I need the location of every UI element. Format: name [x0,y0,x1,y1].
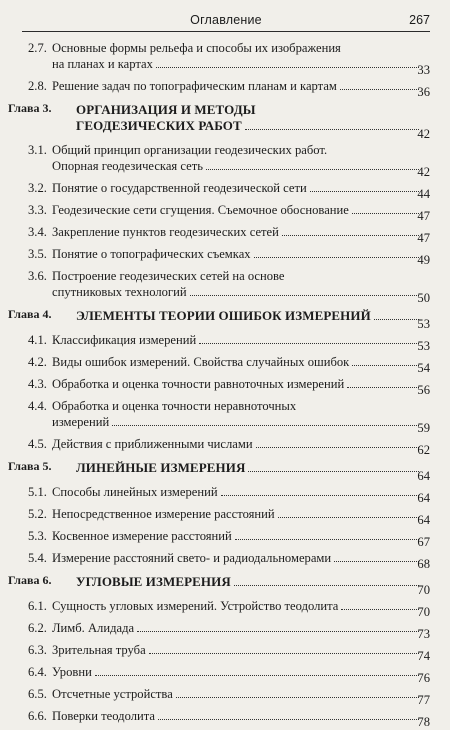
page-number: 47 [417,231,430,245]
toc-chapter-row[interactable] [0,100,450,142]
dot-leader [149,653,419,654]
page-number: 42 [417,165,430,179]
title-line [76,460,422,476]
toc-section-row[interactable] [0,180,450,202]
title-line [52,246,422,262]
toc-section-row[interactable] [0,376,450,398]
section-title [52,708,422,724]
title-line [52,332,422,348]
page-number: 54 [417,361,430,375]
section-title [52,686,422,702]
section-title [52,550,422,566]
dot-leader [234,585,419,586]
title-text: Понятие о государственной геодезической сети [52,181,307,195]
title-line [52,284,422,300]
dot-leader [190,295,419,296]
title-text: Геодезические сети сгущения. Съемочное обоснование [52,203,349,217]
page-number: 70 [417,605,430,619]
section-number: 4.4. [28,399,47,413]
section-title [52,354,422,370]
title-line [52,436,422,452]
title-line [52,56,422,72]
section-number: 4.2. [28,355,47,369]
section-title [52,642,422,658]
title-text: Сущность угловых измерений. Устройство теодолита [52,599,339,613]
page-number: 68 [417,557,430,571]
section-number: 3.6. [28,269,47,283]
title-text: на планах и картах [52,57,153,71]
toc-section-row[interactable] [0,506,450,528]
section-number: 3.4. [28,225,47,239]
dot-leader [374,319,419,320]
title-text: Понятие о топографических съемках [52,247,251,261]
toc-section-row[interactable] [0,528,450,550]
chapter-title [76,460,422,476]
section-number: 3.2. [28,181,47,195]
title-line [52,528,422,544]
toc-section-row[interactable] [0,436,450,458]
chapter-title [76,308,422,324]
title-line [52,686,422,702]
title-line [52,414,422,430]
dot-leader [334,561,419,562]
page-number: 73 [417,627,430,641]
dot-leader [235,539,419,540]
section-title [52,202,422,218]
title-line [52,78,422,94]
page-number: 77 [417,693,430,707]
dot-leader [340,89,419,90]
section-number: 5.4. [28,551,47,565]
page-number: 62 [417,443,430,457]
section-title [52,268,422,300]
dot-leader [278,517,419,518]
toc-section-row[interactable] [0,202,450,224]
section-title [52,528,422,544]
toc-section-row[interactable] [0,686,450,708]
title-line [52,620,422,636]
section-title [52,224,422,240]
page-number: 64 [417,469,430,483]
page-number: 50 [417,291,430,305]
title-text: спутниковых технологий [52,285,187,299]
dot-leader [248,471,419,472]
dot-leader [221,495,419,496]
toc-section-row[interactable] [0,620,450,642]
header-title: Оглавление [190,13,262,27]
section-number: 6.2. [28,621,47,635]
title-line [76,308,422,324]
title-line [76,574,422,590]
title-text: Закрепление пунктов геодезических сетей [52,225,279,239]
title-line [52,202,422,218]
dot-leader [352,213,419,214]
title-text: Непосредственное измерение расстояний [52,507,275,521]
section-number: 5.3. [28,529,47,543]
title-text: Построение геодезических сетей на основе [52,269,285,283]
toc-section-row[interactable] [0,598,450,620]
section-number: 4.5. [28,437,47,451]
toc-section-row[interactable] [0,642,450,664]
toc-section-row[interactable] [0,664,450,686]
title-text: Измерение расстояний свето- и радиодальномерами [52,551,332,565]
page-number: 53 [417,339,430,353]
title-line [52,664,422,680]
dot-leader [158,719,419,720]
toc-section-row[interactable] [0,268,450,306]
toc-section-row[interactable] [0,484,450,506]
section-number: 5.1. [28,485,47,499]
section-title [52,246,422,262]
section-number: 6.4. [28,665,47,679]
toc-section-row[interactable] [0,40,450,78]
section-title [52,78,422,94]
section-title [52,332,422,348]
title-line [76,118,422,134]
section-title [52,180,422,196]
section-title [52,436,422,452]
section-number: 6.6. [28,709,47,723]
dot-leader [156,67,419,68]
chapter-number: Глава 6. [8,573,52,587]
title-line [52,506,422,522]
page-number: 78 [417,715,430,729]
dot-leader [206,169,419,170]
toc-section-row[interactable] [0,398,450,436]
dot-leader [310,191,419,192]
page-number: 53 [417,317,430,331]
title-text: ОРГАНИЗАЦИЯ И МЕТОДЫ [76,102,256,117]
title-text: ЛИНЕЙНЫЕ ИЗМЕРЕНИЯ [76,460,246,475]
section-title [52,664,422,680]
title-text: Виды ошибок измерений. Свойства случайных ошибок [52,355,350,369]
toc-section-row[interactable] [0,550,450,572]
dot-leader [176,697,419,698]
toc-section-row[interactable] [0,78,450,100]
title-line [52,180,422,196]
title-text: ЭЛЕМЕНТЫ ТЕОРИИ ОШИБОК ИЗМЕРЕНИЙ [76,308,371,323]
section-number: 6.5. [28,687,47,701]
dot-leader [282,235,419,236]
dot-leader [256,447,419,448]
title-line [52,598,422,614]
page-number: 49 [417,253,430,267]
dot-leader [341,609,419,610]
page-number: 76 [417,671,430,685]
page-number: 36 [417,85,430,99]
title-text: Косвенное измерение расстояний [52,529,232,543]
dot-leader [137,631,419,632]
title-line [52,642,422,658]
section-title [52,376,422,392]
page-number: 64 [417,513,430,527]
chapter-number: Глава 3. [8,101,52,115]
title-line [52,398,422,414]
title-line [52,142,422,158]
toc-section-row[interactable] [0,224,450,246]
title-text: Основные формы рельефа и способы их изображения [52,41,341,55]
title-text: Способы линейных измерений [52,485,218,499]
section-number: 3.1. [28,143,47,157]
toc-chapter-row[interactable] [0,458,450,484]
title-text: Опорная геодезическая сеть [52,159,203,173]
chapter-number: Глава 5. [8,459,52,473]
title-line [52,40,422,56]
title-line [76,102,422,118]
toc-section-row[interactable] [0,332,450,354]
page-number: 42 [417,127,430,141]
title-text: ГЕОДЕЗИЧЕСКИХ РАБОТ [76,118,242,133]
dot-leader [254,257,419,258]
page-number: 59 [417,421,430,435]
section-number: 2.8. [28,79,47,93]
running-header [22,11,430,32]
toc-chapter-row[interactable] [0,572,450,598]
toc-section-row[interactable] [0,354,450,376]
dot-leader [95,675,419,676]
toc-section-row[interactable] [0,246,450,268]
section-number: 3.5. [28,247,47,261]
title-text: Обработка и оценка точности неравноточных [52,399,297,413]
title-text: Поверки теодолита [52,709,155,723]
page-number: 44 [417,187,430,201]
title-line [52,354,422,370]
dot-leader [347,387,419,388]
section-title [52,620,422,636]
section-title [52,484,422,500]
section-title [52,398,422,430]
section-number: 6.3. [28,643,47,657]
page-number: 67 [417,535,430,549]
title-line [52,708,422,724]
table-of-contents [0,40,450,730]
page-number: 70 [417,583,430,597]
section-number: 6.1. [28,599,47,613]
section-number: 5.2. [28,507,47,521]
page-number: 64 [417,491,430,505]
title-text: Уровни [52,665,92,679]
page-number: 47 [417,209,430,223]
dot-leader [199,343,419,344]
title-text: УГЛОВЫЕ ИЗМЕРЕНИЯ [76,574,231,589]
chapter-title [76,574,422,590]
title-text: Действия с приближенными числами [52,437,253,451]
section-title [52,506,422,522]
header-page-number: 267 [409,13,430,27]
section-number: 2.7. [28,41,47,55]
title-text: Классификация измерений [52,333,197,347]
chapter-number: Глава 4. [8,307,52,321]
section-title [52,40,422,72]
section-title [52,142,422,174]
title-line [52,376,422,392]
title-text: Отсчетные устройства [52,687,173,701]
toc-chapter-row[interactable] [0,306,450,332]
title-text: Решение задач по топографическим планам и картам [52,79,337,93]
title-text: Зрительная труба [52,643,146,657]
page-number: 33 [417,63,430,77]
title-line [52,158,422,174]
chapter-title [76,102,422,134]
title-text: Обработка и оценка точности равноточных измерений [52,377,345,391]
section-number: 4.3. [28,377,47,391]
title-line [52,224,422,240]
page-number: 74 [417,649,430,663]
title-text: Лимб. Алидада [52,621,135,635]
title-line [52,484,422,500]
section-number: 3.3. [28,203,47,217]
dot-leader [352,365,419,366]
page-number: 56 [417,383,430,397]
section-number: 4.1. [28,333,47,347]
dot-leader [112,425,419,426]
section-title [52,598,422,614]
title-line [52,550,422,566]
toc-section-row[interactable] [0,142,450,180]
dot-leader [245,129,419,130]
toc-section-row[interactable] [0,708,450,730]
title-line [52,268,422,284]
title-text: Общий принцип организации геодезических работ. [52,143,328,157]
title-text: измерений [52,415,110,429]
